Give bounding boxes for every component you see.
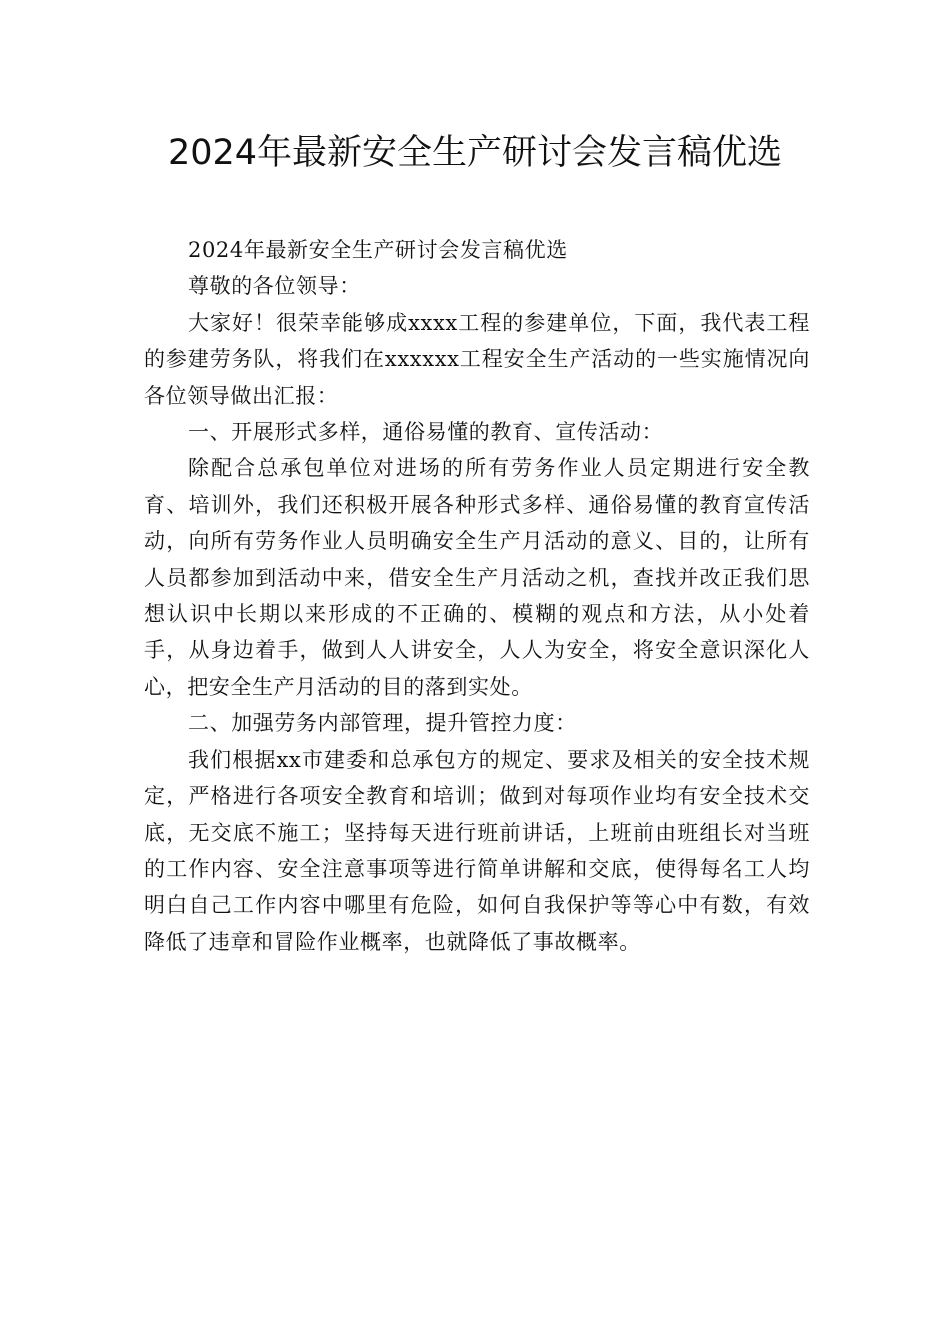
section-heading-1: 一、开展形式多样，通俗易懂的教育、宣传活动：	[188, 420, 664, 445]
paragraph-subtitle: 2024年最新安全生产研讨会发言稿优选	[188, 238, 568, 262]
document-body	[144, 232, 810, 960]
paragraph-section-2: 我们根据xx市建委和总承包方的规定、要求及相关的安全技术规定，严格进行各项安全教育和培训；做到对每项作业均有安全技术交底，无交底不施工；坚持每天进行班前讲话，上班前由班组长对当班的工作内容、安全注意事项等进行简单讲解和交底，使得每名工人均明白自己工作内容中哪里有危险，如何自我保护等等心中有数，有效降低了违章和冒险作业概率，也就降低了事故概率。	[144, 747, 810, 954]
document-title: 2024年最新安全生产研讨会发言稿优选	[167, 133, 783, 173]
section-heading-2: 二、加强劳务内部管理，提升管控力度：	[188, 711, 577, 736]
paragraph-salutation: 尊敬的各位领导：	[188, 274, 361, 299]
paragraph-section-1: 除配合总承包单位对进场的所有劳务作业人员定期进行安全教育、培训外，我们还积极开展各种形式多样、通俗易懂的教育宣传活动，向所有劳务作业人员明确安全生产月活动的意义、目的，让所有人员都参加到活动中来，借安全生产月活动之机，查找并改正我们思想认识中长期以来形成的不正确的、模糊的观点和方法，从小处着手，从身边着手，做到人人讲安全，人人为安全，将安全意识深化人心，把安全生产月活动的目的落到实处。	[144, 456, 810, 699]
paragraph-greeting: 大家好！很荣幸能够成xxxx工程的参建单位，下面，我代表工程的参建劳务队，将我们在xxxxxx工程安全生产活动的一些实施情况向各位领导做出汇报：	[144, 310, 810, 408]
